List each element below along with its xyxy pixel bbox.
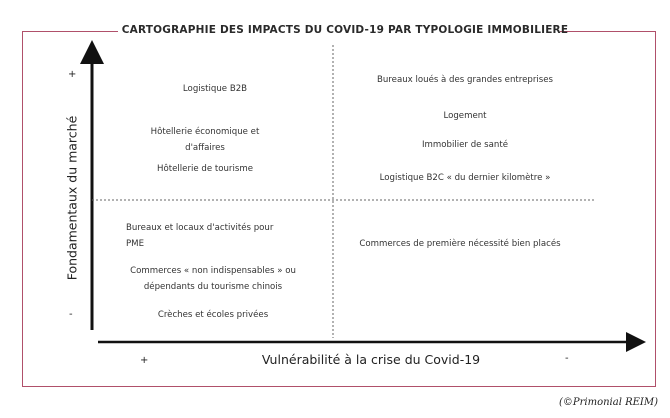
- y-axis-minus: -: [69, 309, 73, 320]
- label-logement: Logement: [443, 111, 487, 121]
- diagram-title: CARTOGRAPHIE DES IMPACTS DU COVID-19 PAR TYPOLOGIE IMMOBILIERE: [121, 24, 569, 36]
- x-axis-plus: +: [140, 355, 149, 366]
- label-pme: PME: [126, 239, 145, 249]
- label-bureaux-pme: Bureaux et locaux d'activités pour: [126, 223, 274, 233]
- label-logistique-b2c: Logistique B2C « du dernier kilomètre »: [379, 173, 551, 183]
- label-bureaux-grandes-entreprises: Bureaux loués à des grandes entreprises: [376, 75, 554, 85]
- label-commerces-premiere-necessite: Commerces de première nécessité bien placés: [359, 239, 561, 249]
- label-hotellerie-tourisme: Hôtellerie de tourisme: [157, 164, 253, 174]
- x-axis-minus: -: [565, 353, 569, 364]
- label-hotellerie-eco: Hôtellerie économique et: [150, 127, 260, 137]
- label-tourisme-chinois: dépendants du tourisme chinois: [143, 282, 283, 292]
- label-creches: Crèches et écoles privées: [157, 310, 269, 320]
- credit: (©Primonial REIM): [558, 397, 658, 408]
- label-commerces-non-indispensables: Commerces « non indispensables » ou: [130, 266, 296, 276]
- label-logistique-b2b: Logistique B2B: [182, 84, 248, 94]
- x-axis-label: Vulnérabilité à la crise du Covid-19: [261, 352, 481, 367]
- label-hotellerie-affaires: d'affaires: [185, 143, 225, 153]
- y-axis-plus: +: [68, 69, 77, 80]
- y-axis-label: Fondamentaux du marché: [64, 115, 80, 281]
- label-immobilier-sante: Immobilier de santé: [421, 140, 509, 150]
